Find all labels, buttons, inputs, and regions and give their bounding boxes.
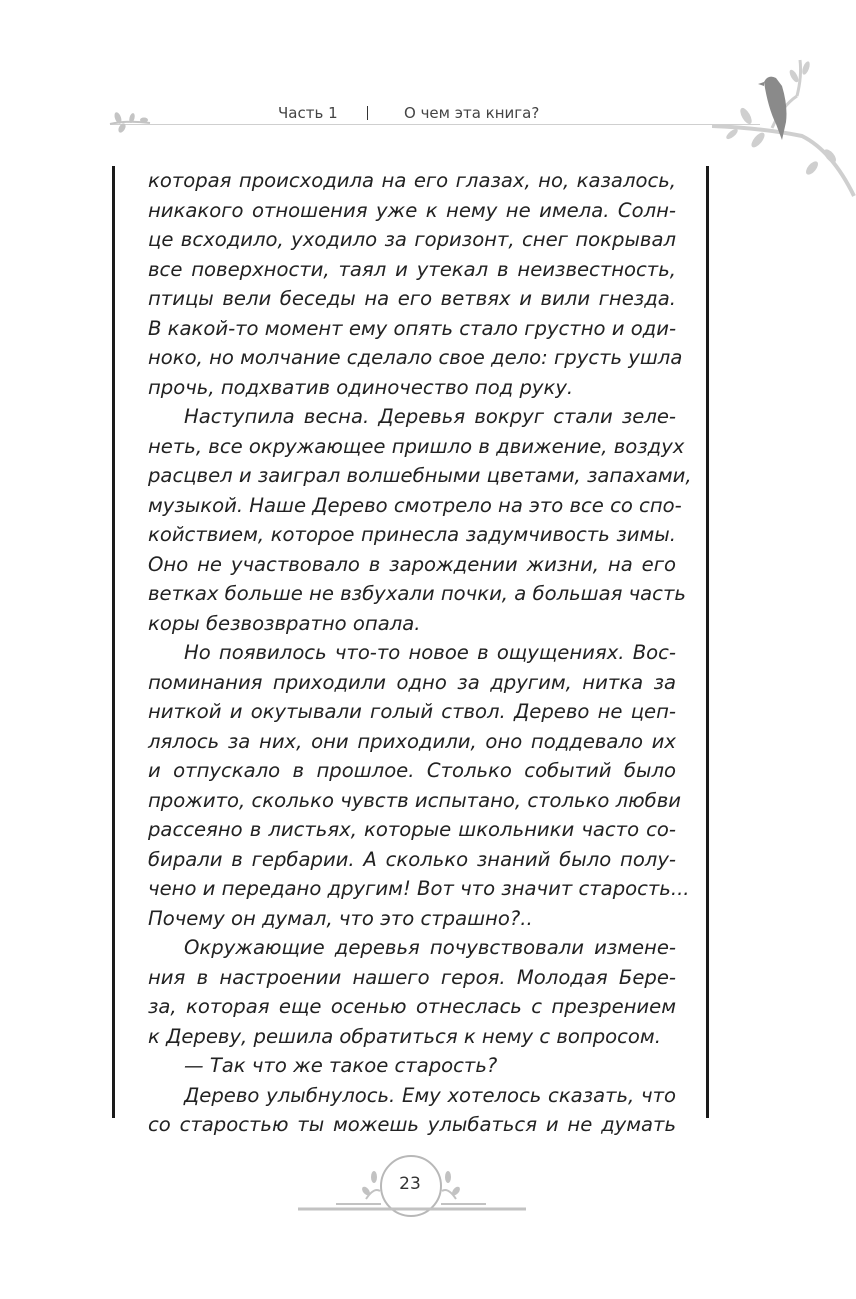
body-text (148, 166, 692, 1140)
part-label: Часть 1 (278, 104, 338, 122)
text-line: рассеяно в листьях, которые школьники часто со- (148, 818, 676, 841)
text-line: ветках больше не взбухали почки, а большая часть (148, 582, 686, 605)
text-line: прочь, подхватив одиночество под руку. (148, 375, 574, 399)
text-line: расцвел и заиграл волшебными цветами, запахами, (148, 464, 692, 487)
text-line: птицы вели беседы на его ветвях и вили гнезда. (148, 287, 676, 310)
text-line: и отпускало в прошлое. Столько событий было (148, 759, 676, 782)
chapter-title: О чем эта книга? (404, 104, 540, 122)
text-line: поминания приходили одно за другим, нитка за (148, 670, 676, 694)
text-line: ниткой и окутывали голый ствол. Дерево не цеп- (148, 700, 676, 723)
text-line: Оно не участвовало в зарождении жизни, на его (148, 552, 676, 576)
text-line: В какой-то момент ему опять стало грустно и оди- (148, 316, 677, 340)
right-vertical-rule (706, 166, 709, 1118)
text-line: со старостью ты можешь улыбаться и не думать (148, 1113, 676, 1136)
text-line: коры безвозвратно опала. (148, 611, 421, 635)
text-line: Окружающие деревья почувствовали изменe- (184, 936, 676, 959)
text-line: чено и передано другим! Вот что значит старость... (148, 877, 690, 900)
text-line: Наступила весна. Деревья вокруг стали зеле- (184, 405, 676, 428)
text-line: Но появилось что-то новое в ощущениях. Вос- (184, 641, 676, 664)
text-line: — Так что же такое старость? (184, 1054, 498, 1077)
text-line: которая происходила на его глазах, но, казалось, (148, 169, 676, 192)
text-line: бирали в гербарии. А сколько знаний было полу- (148, 847, 676, 871)
left-vertical-rule (112, 166, 115, 1118)
text-line: к Дереву, решила обратиться к нему с вопросом. (148, 1024, 661, 1048)
text-line: прожито, сколько чувств испытано, столько любви (148, 788, 682, 812)
text-line: ния в настроении нашего героя. Молодая Бере- (148, 965, 676, 989)
text-line: все поверхности, таял и утекал в неизвестность, (148, 257, 676, 281)
text-line: Дерево улыбнулось. Ему хотелось сказать, что (184, 1083, 676, 1107)
text-line: неть, все окружающее пришло в движение, воздух (148, 434, 685, 458)
text-line: лялось за них, они приходили, оно поддевало их (148, 729, 676, 753)
text-line: музыкой. Наше Дерево смотрело на это все со спо- (148, 493, 682, 517)
running-head-separator (367, 106, 368, 120)
header-divider-line (110, 124, 760, 125)
page-number: 23 (399, 1174, 421, 1194)
bird-on-branch-icon (712, 56, 856, 206)
text-line: койствием, которое принесла задумчивость зимы. (148, 523, 676, 546)
text-line: Почему он думал, что это страшно?.. (148, 906, 533, 930)
text-line: никакого отношения уже к нему не имела. Солн- (148, 198, 676, 222)
text-line: це всходило, уходило за горизонт, снег покрывал (148, 228, 676, 251)
text-line: ноко, но молчание сделало свое дело: грусть ушла (148, 346, 683, 369)
text-line: за, которая еще осенью отнеслась с презрением (148, 995, 676, 1018)
running-head (0, 104, 856, 124)
